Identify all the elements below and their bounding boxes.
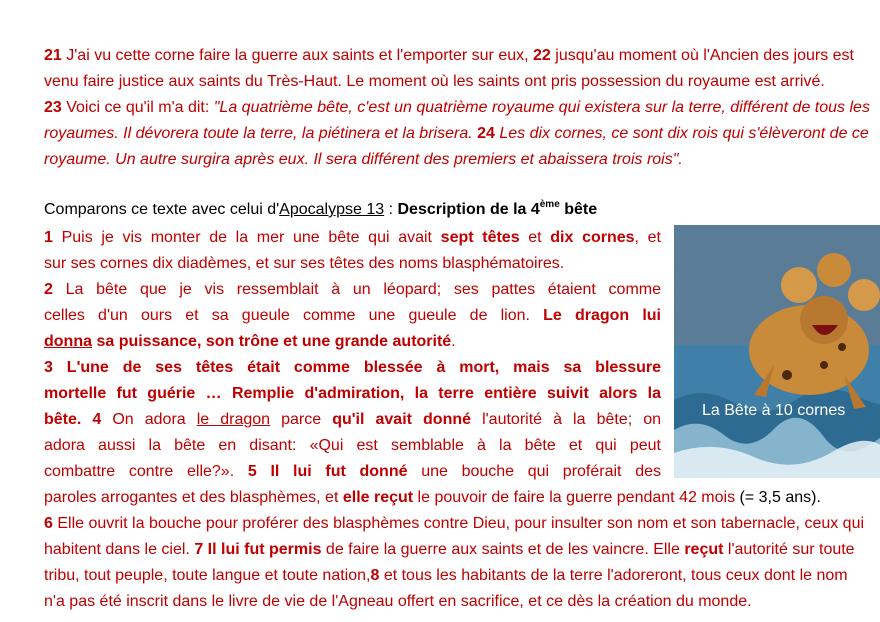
beast-head-main (800, 296, 848, 344)
rev-line-10: combattre contre elle?». 5 Il lui fut donné une bouche qui proférait des (44, 463, 661, 480)
daniel-line-3: 23 Voici ce qu'il m'a dit: "La quatrième bête, c'est un quatrième royaume qui existera sur la terre, différent de tous les (44, 99, 870, 116)
beast-head-3 (848, 279, 880, 311)
comparison-heading: Comparons ce texte avec celui d'Apocalypse 13 : Description de la 4ème bête (44, 199, 598, 218)
beast-head-2 (817, 253, 851, 287)
beast-spot (782, 370, 792, 380)
rev-line-4: celles d'un ours et sa gueule comme une gueule de lion. Le dragon lui (44, 307, 662, 324)
rev-line-15: n'a pas été inscrit dans le livre de vie de l'Agneau offert en sacrifice, et ce dès la création du monde. (44, 593, 752, 610)
rev-line-13: habitent dans le ciel. 7 Il lui fut permis de faire la guerre aux saints et de les vaincre. Elle reçut l'autorité sur toute (44, 541, 855, 558)
beast-scene (674, 225, 880, 478)
rev-line-9: adora aussi la bête en disant: «Qui est semblable à la bête et qui peut (44, 437, 661, 454)
daniel-line-5: royaume. Un autre surgira après eux. Il sera différent des premiers et abaissera trois rois". (44, 151, 683, 168)
rev-line-6: 3 L'une de ses têtes était comme blessée à mort, mais sa blessure (44, 359, 661, 376)
daniel-line-4: royaumes. Il dévorera toute la terre, la piétinera et la brisera. 24 Les dix cornes, ce sont dix rois qui s'élèveront de ce (44, 125, 869, 142)
rev-line-7: mortelle fut guérie … Remplie d'admiration, la terre entière suivit alors la (44, 385, 661, 402)
beast-spot (838, 343, 846, 351)
beast-spot (820, 361, 828, 369)
apocalypse-link[interactable]: Apocalypse 13 (279, 201, 385, 218)
beast-illustration (674, 225, 880, 478)
rev-line-3: 2 La bête que je vis ressemblait à un léopard; ses pattes étaient comme (44, 281, 661, 298)
rev-line-1: 1 Puis je vis monter de la mer une bête qui avait sept têtes et dix cornes, et (44, 229, 662, 246)
beast-head-1 (781, 267, 817, 303)
rev-line-11: paroles arrogantes et des blasphèmes, et elle reçut le pouvoir de faire la guerre pendant 42 mois (= 3,5 ans). (44, 489, 821, 506)
rev-line-8: bête. 4 On adora le dragon parce qu'il avait donné l'autorité à la bête; on (44, 411, 661, 428)
rev-line-2: sur ses cornes dix diadèmes, et sur ses têtes des noms blasphématoires. (44, 255, 565, 272)
rev-line-12: 6 Elle ouvrit la bouche pour proférer des blasphèmes contre Dieu, pour insulter son nom et son tabernacle, ceux qui (44, 515, 865, 532)
rev-line-14: tribu, tout peuple, toute langue et toute nation,8 et tous les habitants de la terre l'adoreront, tous ceux dont le nom (44, 567, 848, 584)
rev-line-5: donna sa puissance, son trône et une grande autorité. (44, 333, 456, 350)
daniel-line-2: venu faire justice aux saints du Très-Haut. Le moment où les saints ont pris possession du royaume est arrivé. (44, 73, 825, 90)
picture-caption: La Bête à 10 cornes (702, 402, 846, 419)
daniel-line-1: 21 J'ai vu cette corne faire la guerre aux saints et l'emporter sur eux, 22 jusqu'au moment où l'Ancien des jours est (44, 47, 854, 64)
